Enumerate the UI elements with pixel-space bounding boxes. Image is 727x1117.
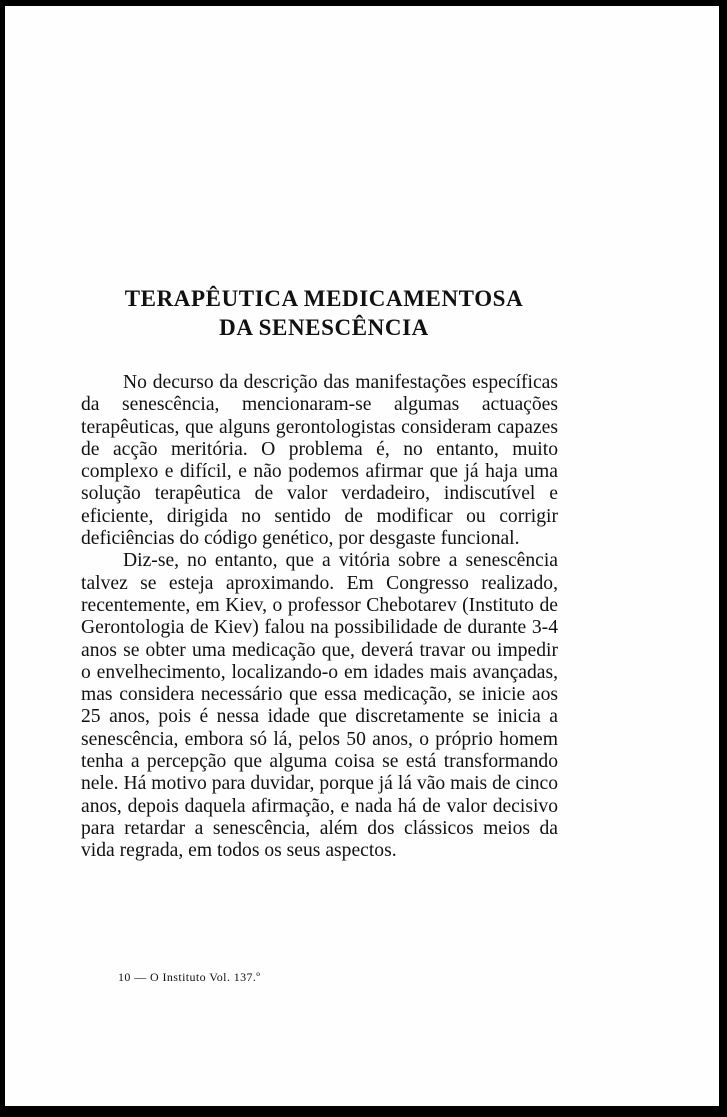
document-page (5, 6, 719, 1106)
body-text (81, 372, 558, 863)
title-line-1: TERAPÊUTICA MEDICAMENTOSA (124, 286, 524, 311)
paragraph-1: No decurso da descrição das manifestações específicas da senescência, mencionaram-se algumas actuações terapêuticas, que alguns gerontologistas consideram capazes de acção meritória. O problema é, no entanto, muito complexo e difícil, e não podemos afirmar que já haja uma solução terapêutica de valor verdadeiro, indiscutível e eficiente, dirigida no sentido de modificar ou corrigir deficiências do código genético, por desgaste funcional. (81, 372, 558, 550)
page-footer: 10 — O Instituto Vol. 137.º (118, 970, 261, 984)
title-line-2: DA SENESCÊNCIA (219, 315, 429, 340)
paragraph-2: Diz-se, no entanto, que a vitória sobre a senescência talvez se esteja aproximando. Em Congresso realizado, recentemente, em Kiev, o professor Chebotarev (Instituto de Gerontologia de Kiev) falou na possibilidade de durante 3-4 anos se obter uma medicação que, deverá travar ou impedir o envelhecimento, localizando-o em idades mais avançadas, mas considera necessário que essa medicação, se inicie aos 25 anos, pois é nessa idade que discretamente se inicia a senescência, embora só lá, pelos 50 anos, o próprio homem tenha a percepção que alguma coisa se está transformando nele. Há motivo para duvidar, porque já lá vão mais de cinco anos, depois daquela afirmação, e nada há de valor decisivo para retardar a senescência, além dos clássicos meios da vida regrada, em todos os seus aspectos. (81, 550, 558, 862)
